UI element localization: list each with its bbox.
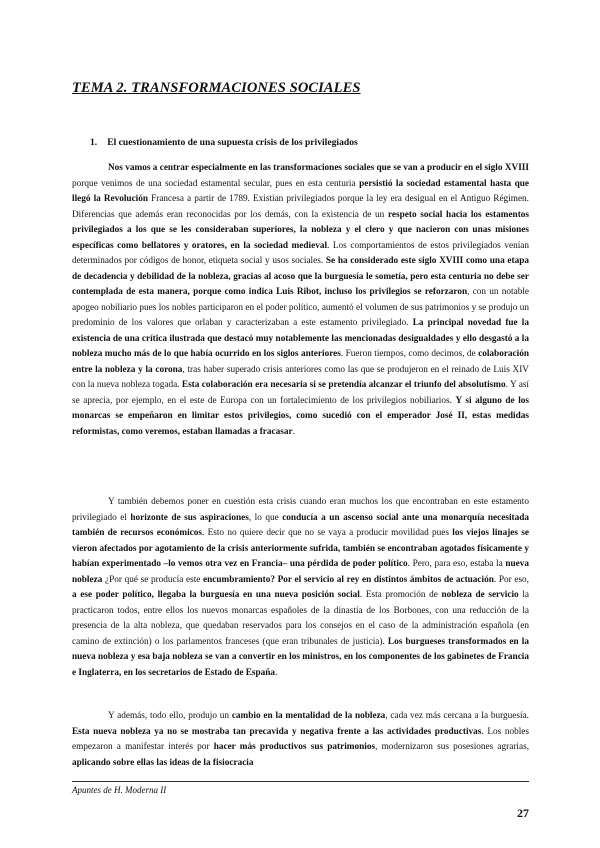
- text-run: Y también debemos poner en cuestión esta crisis cuando eran muchos los que encontraban en este estamento privilegiado el: [72, 497, 529, 523]
- bold-text-run: cambio en la mentalidad de la nobleza: [231, 711, 386, 721]
- text-run: Francesa a partir de 1789. Existían privilegiados porque la ley era desigual en el Antiguo Régimen. Diferencias que además eran reconocidas por los demás, con la existencia de un: [72, 194, 529, 220]
- text-run: . Por eso,: [493, 574, 529, 585]
- bold-text-run: nobleza de servicio: [441, 590, 519, 600]
- bold-text-run: Y si alguno de los monarcas se empeñaron en limitar estos privilegios, como sucedió con el emperador José II, estas medidas reformistas, como veremos, estaban llamadas a fracasar: [72, 395, 529, 437]
- section-heading: [90, 137, 358, 148]
- page-title: TEMA 2. TRANSFORMACIONES SOCIALES: [72, 80, 361, 96]
- text-run: , tras haber superado crisis anteriores como las que se produjeron en el reinado de Luis XIV con la nueva nobleza togada.: [72, 364, 529, 390]
- text-run: . Y así se aprecia, por ejemplo, en el este de Europa con un fortalecimiento de los privilegios nobiliarios.: [72, 380, 529, 406]
- bold-text-run: Esta nueva nobleza ya no se mostraba tan precavida y negativa frente a las actividades productivas: [72, 726, 482, 737]
- text-run: , modernizaron sus posesiones agrarias,: [375, 742, 530, 752]
- text-run: , lo que: [248, 512, 283, 523]
- text-run: . Los nobles empezaron a manifestar interés por: [72, 726, 530, 752]
- text-run: . Fueron tiempos, como decimos, de: [340, 349, 479, 359]
- bold-text-run: nueva nobleza: [72, 559, 529, 585]
- bold-text-run: respeto social hacia los estamentos privilegiados a los que se les consideraban superiores, la nobleza y el clero y que nacieron con unas misiones específicas como bellatores y oratores, en la sociedad medieval: [72, 209, 529, 251]
- text-run: .: [292, 426, 295, 437]
- text-run: . Pero, para eso, estaba la: [407, 559, 506, 569]
- text-run: ¿Por qué se producía este: [102, 574, 204, 585]
- text-run: Y además, todo ello, produjo un: [108, 711, 232, 721]
- text-run: . Esta promoción de: [359, 590, 442, 600]
- text-run: , cada vez más cercana a la burguesía.: [385, 711, 529, 721]
- bold-text-run: Nos vamos a centrar especialmente en las transformaciones sociales que se van a producir en el siglo XVIII: [108, 163, 529, 173]
- section-heading-text: El cuestionamiento de una supuesta crisis de los privilegiados: [107, 137, 358, 148]
- section-number: 1.: [90, 137, 98, 148]
- bold-text-run: horizonte de sus aspiraciones: [130, 512, 249, 523]
- footer-text: Apuntes de H. Moderna II: [72, 785, 167, 795]
- bold-text-run: Se ha considerado este siglo XVIII como una etapa de decadencia y debilidad de la nobleza, gracias al acoso que la burguesía le sometía, pero esta centuria no debe ser contemplada de esta manera, porque como indica Luis Ribot, incluso los privilegios se reforzaron: [72, 256, 529, 297]
- bold-text-run: encumbramiento? Por el servicio al rey en distintos ámbitos de actuación: [203, 574, 494, 585]
- footer-divider: [72, 781, 529, 782]
- text-run: porque venimos de una sociedad estamental secular, pues en esta centuria: [72, 178, 360, 189]
- page-number: 27: [517, 806, 529, 820]
- text-run: . Los comportamientos de estos privilegiados venían determinados por códigos de honor, etiqueta social y usos sociales.: [72, 240, 529, 266]
- paragraph-2: [72, 495, 529, 681]
- text-run: .: [275, 667, 278, 678]
- bold-text-run: persistió la sociedad estamental hasta que llegó la Revolución: [72, 178, 529, 204]
- paragraph-3: [72, 709, 529, 771]
- bold-text-run: conducía a un ascenso social ante una monarquía necesitada también de recursos económicos: [72, 512, 530, 538]
- bold-text-run: aplicando sobre ellas las ideas de la fisiocracia: [72, 757, 254, 768]
- bold-text-run: colaboración entre la nobleza y la corona: [72, 349, 529, 375]
- bold-text-run: hacer más productivos sus patrimonios: [213, 742, 376, 752]
- bold-text-run: La principal novedad fue la existencia de una crítica ilustrada que destacó muy notablemente las mencionadas desigualdades y ello desgastó a la nobleza mucho más de lo que había ocurrido en los siglos anteriores: [72, 318, 529, 359]
- paragraph-1: [72, 161, 529, 440]
- bold-text-run: a ese poder político, llegaba la burguesía en una nueva posición social: [72, 590, 360, 600]
- text-run: , con un notable apogeo nobiliario pues los nobles participaron en el poder político, aumentó el volumen de sus patrimonios y se produjo un predominio de los valores que orlaban y caracterizaban a este estamento privilegiado.: [72, 287, 529, 328]
- text-run: . Esto no quiere decir que no se vaya a producir movilidad pues: [201, 528, 453, 538]
- text-run: la practicaron todos, entre ellos los nuevos monarcas españoles de la dinastía de los Borbones, con una reducción de la presencia de la alta nobleza, que quedaban reservados para los consejos en el caso de la administración española (en camino de extinción) o los parlamentos franceses (que eran tribunales de justicia).: [72, 590, 529, 647]
- bold-text-run: Los burgueses transformados en la nueva nobleza y esa baja nobleza se van a convertir en los ministros, en los componentes de los gabinetes de Francia e Inglaterra, en los secretarios de Estado de España: [72, 636, 529, 678]
- bold-text-run: Esta colaboración era necesaria si se pretendía alcanzar el triunfo del absolutismo: [181, 380, 506, 390]
- bold-text-run: los viejos linajes se vieron afectados por agotamiento de la crisis anteriormente sufrida, también se encontraban agotados físicamente y habían experimentado –lo vemos otra vez en Francia– una pérdida de poder político: [72, 528, 529, 569]
